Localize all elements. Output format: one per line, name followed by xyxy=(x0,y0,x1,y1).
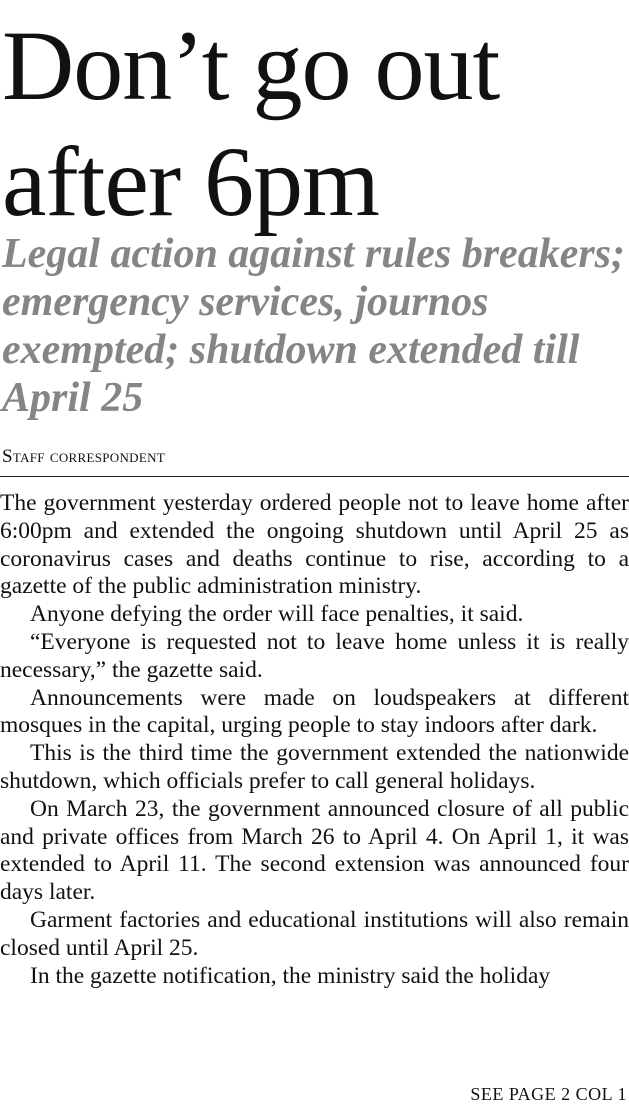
article-paragraph: Announcements were made on loudspeakers at different mosques in the capital, urging people to stay indoors after dark. xyxy=(0,684,629,739)
article-paragraph: In the gazette notification, the ministry said the holiday xyxy=(30,962,551,989)
article-paragraph: The government yesterday ordered people not to leave home after 6:00pm and extended the ongoing shutdown until April 25 as coronavirus cases and deaths continue to rise, according to a gazette of the public administration ministry. xyxy=(0,490,629,600)
subheadline: Legal action against rules breakers; emergency services, journos exempted; shutdown extended till April 25 xyxy=(2,231,626,421)
continuation-note: SEE PAGE 2 COL 1 xyxy=(470,1084,627,1104)
byline-divider xyxy=(0,476,629,477)
article-paragraph: Garment factories and educational institutions will also remain closed until April 25. xyxy=(0,906,629,961)
article-paragraph: On March 23, the government announced closure of all public and private offices from March 26 to April 4. On April 1, it was extended to April 11. The second extension was announced four days later. xyxy=(0,795,629,906)
article-paragraph: Anyone defying the order will face penalties, it said. xyxy=(30,601,524,628)
article-paragraph: This is the third time the government extended the nationwide shutdown, which officials prefer to call general holidays. xyxy=(0,740,629,794)
headline: Don’t go out after 6pm xyxy=(2,10,500,237)
article-body xyxy=(0,490,629,990)
article-paragraph: “Everyone is requested not to leave home unless it is really necessary,” the gazette said. xyxy=(0,628,629,683)
byline: Staff correspondent xyxy=(2,446,166,467)
